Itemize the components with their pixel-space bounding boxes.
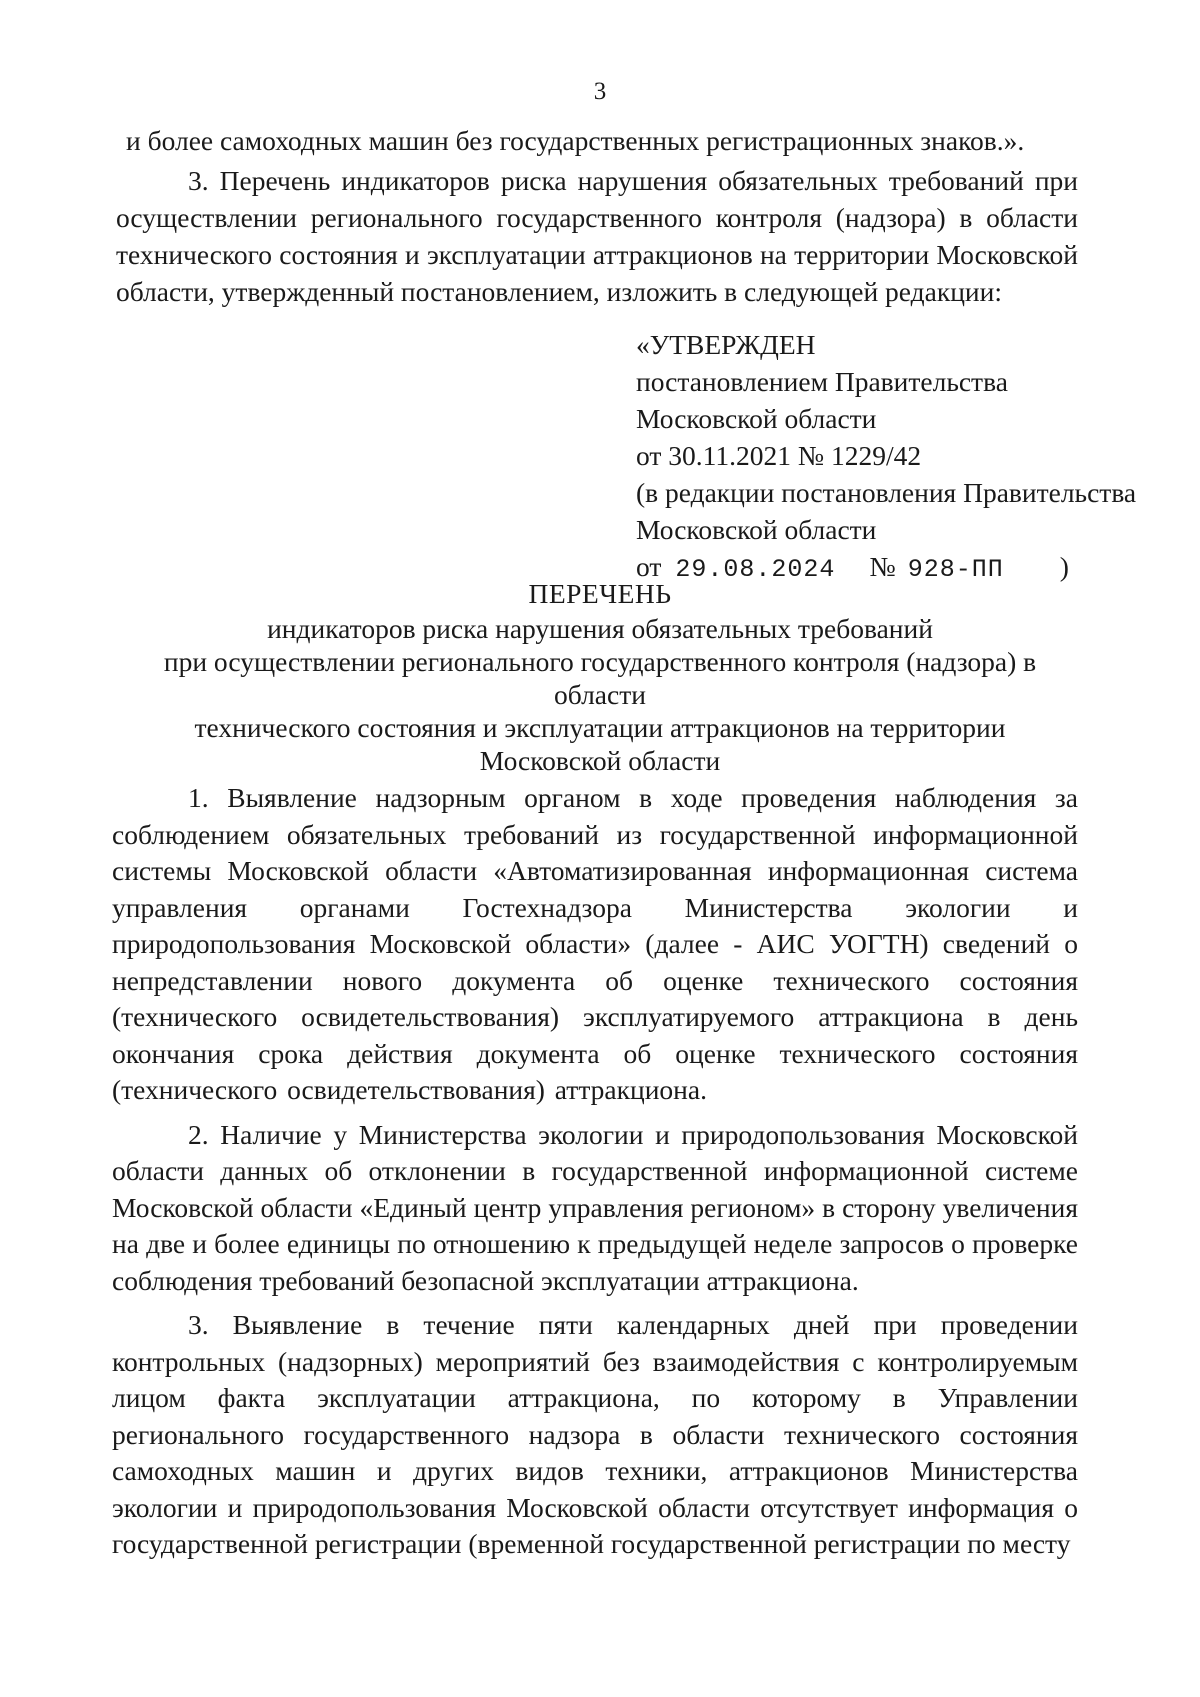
date-prefix: от xyxy=(636,551,662,582)
list-heading xyxy=(120,577,1080,777)
close-paren: ) xyxy=(1059,551,1069,582)
approval-line: Московской области xyxy=(636,514,877,545)
amendment-paragraph: 3. Перечень индикаторов риска нарушения обязательных требований при осуществлении регионального государственного контроля (надзора) в области технического состояния и эксплуатации аттракционов на территории Московской области, утвержденный постановлением, изложить в следующей редакции: xyxy=(116,165,1078,307)
approval-line: Московской области xyxy=(636,403,877,434)
heading-line: при осуществлении регионального государственного контроля (надзора) в области xyxy=(163,646,1037,710)
approval-block xyxy=(636,326,1156,588)
heading-title: ПЕРЕЧЕНЬ xyxy=(528,578,672,609)
date-stamp: 29.08.2024 xyxy=(675,555,836,584)
page-number: 3 xyxy=(593,78,607,105)
approval-line: постановлением Правительства xyxy=(636,366,1008,397)
heading-line: Московской области xyxy=(479,745,721,776)
list-item: 2. Наличие у Министерства экологии и природопользования Московской области данных об отклонении в государственной информационной системе Московской области «Единый центр управления регионом» в сторону увеличения на две и более единицы по отношению к предыдущей неделе запросов о проверке соблюдения требований безопасной эксплуатации аттракциона. xyxy=(112,1118,1078,1296)
heading-line: индикаторов риска нарушения обязательных требований xyxy=(267,613,933,644)
list-item: 3. Выявление в течение пяти календарных дней при проведении контрольных (надзорных) мероприятий без взаимодействия с контролируемым лицом факта эксплуатации аттракциона, по которому в Управлении регионального государственного надзора в области технического состояния самоходных машин и других видов техники, аттракционов Министерства экологии и природопользования Московской области отсутствует информация о государственной регистрации (временной государственной регистрации по месту xyxy=(112,1309,1078,1559)
approval-line: от 30.11.2021 № 1229/42 xyxy=(636,440,922,471)
continuation-text: и более самоходных машин без государственных регистрационных знаков.». xyxy=(126,125,1025,156)
approval-line: «УТВЕРЖДЕН xyxy=(636,329,816,360)
approval-line: (в редакции постановления Правительства xyxy=(636,477,1137,508)
list-item: 1. Выявление надзорным органом в ходе проведения наблюдения за соблюдением обязательных требований из государственной информационной системы Московской области «Автоматизированная информационная система управления органами Гостехнадзора Министерства экологии и природопользования Московской области» (далее - АИС УОГТН) сведений о непредставлении нового документа об оценке технического состояния (технического освидетельствования) эксплуатируемого аттракциона в день окончания срока действия документа об оценке технического состояния (технического освидетельствования) аттракциона. xyxy=(112,782,1078,1105)
indicator-list xyxy=(112,780,1078,1571)
heading-line: технического состояния и эксплуатации аттракционов на территории xyxy=(194,712,1006,743)
number-stamp: 928-ПП xyxy=(907,555,1004,584)
number-sign: № xyxy=(869,551,896,582)
